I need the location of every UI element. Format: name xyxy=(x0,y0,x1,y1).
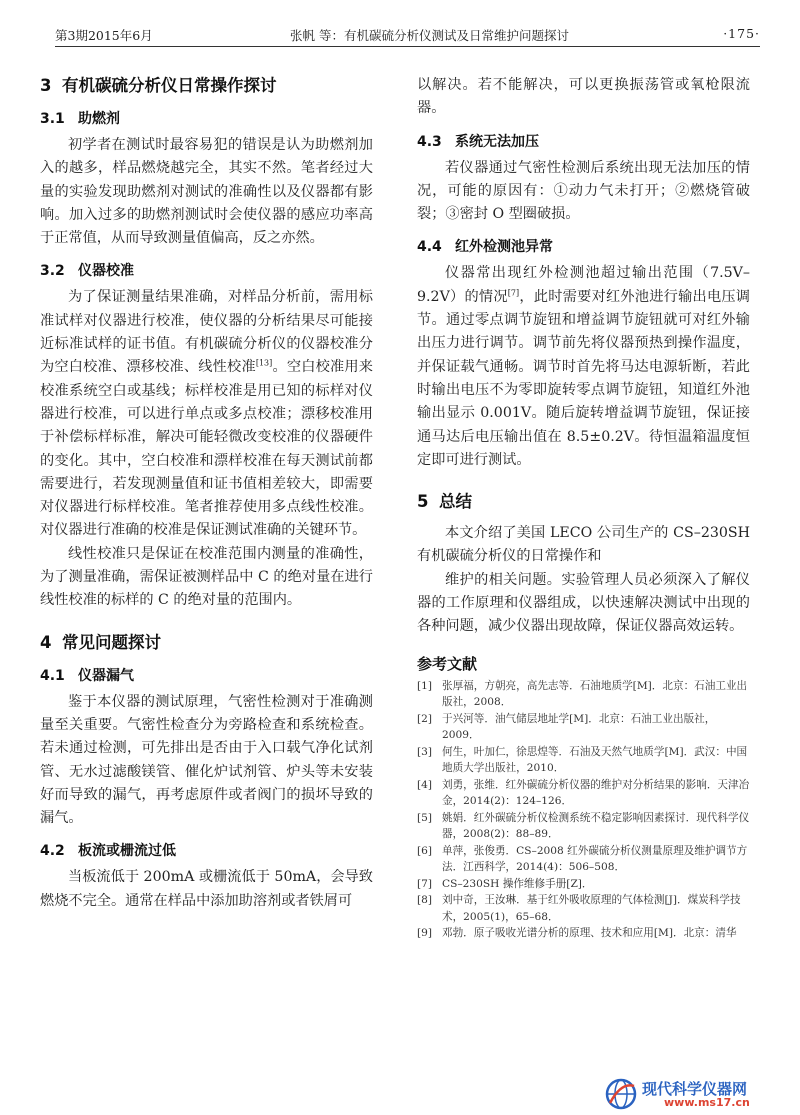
section-4-4-heading: 4.4 红外检测池异常 xyxy=(417,239,553,256)
right-column xyxy=(417,62,750,942)
section-4-1-heading: 4.1 仪器漏气 xyxy=(40,667,134,684)
reference-number: [4] xyxy=(417,778,433,791)
section-3-2-heading: 3.2 仪器校准 xyxy=(40,263,134,280)
paragraph: 本文介绍了美国 LECO 公司生产的 CS–230SH 有机碳硫分析仪的日常操作和 xyxy=(417,525,750,565)
reference-text: 刘中奇，王汝琳．基于红外吸收原理的气体检测[J]．煤炭科学技术，2005(1)，65–68． xyxy=(442,894,741,923)
page-number: ·175· xyxy=(723,26,760,41)
reference-item xyxy=(417,876,750,893)
article-running-title: 张帆 等：有机碳硫分析仪测试及日常维护问题探讨 xyxy=(290,28,569,43)
reference-number: [7] xyxy=(417,877,433,890)
section-3-1-heading: 3.1 助燃剂 xyxy=(40,111,120,127)
paragraph: 鉴于本仪器的测试原理，气密性检测对于准确测量至关重要。气密性检查分为旁路检查和系统检查。若未通过检测，可先排出是否由于入口载气净化试剂管、无水过滤酸镁管、催化炉试剂管、炉头等未安装好而导致的漏气，再考虑原件或者阀门的损坏导致的漏气。 xyxy=(40,693,373,827)
paragraph: 初学者在测试时最容易犯的错误是认为助燃剂加入的越多，样品燃烧越完全，其实不然。笔者经过大量的实验发现助燃剂对测试的准确性以及仪器都有影响。加入过多的助燃剂测试时会使仪器的感应功率高于正常值，从而导致测量值偏高，反之亦然。 xyxy=(40,137,373,247)
section-4-heading: 4 常见问题探讨 xyxy=(40,632,161,652)
site-watermark xyxy=(604,1077,794,1111)
reference-number: [3] xyxy=(417,745,433,758)
paragraph: 仪器常出现红外检测池超过输出范围（7.5V–9.2V）的情况[7]，此时需要对红外池进行输出电压调节。通过零点调节旋钮和增益调节旋钮就可对红外输出压力进行调节。调节前先将仪器预热到操作温度，并保证载气通畅。调节时首先将马达电源斩断，若此时输出电压不为零即旋转零点调节旋钮，知道红外池输出显示 0.001V。随后旋转增益调节旋钮，保证接通马达后电压输出值在 8.5±0.2V。待恒温箱温度恒定即可进行测试。 xyxy=(417,265,750,468)
section-5-heading: 5 总结 xyxy=(417,492,472,512)
reference-text: 刘勇，张维．红外碳硫分析仪器的维护对分析结果的影响．天津冶金，2014(2)：124–126． xyxy=(442,778,750,808)
reference-item xyxy=(417,777,750,810)
reference-text: 邓勃．原子吸收光谱分析的原理、技术和应用[M]．北京：清华 xyxy=(442,927,737,940)
reference-text: CS–230SH 操作维修手册[Z]． xyxy=(442,877,593,890)
running-header xyxy=(55,20,760,47)
reference-text: 单萍，张俊勇．CS–2008 红外碳硫分析仪测量原理及维护调节方法．江西科学，2014(4)：506–508． xyxy=(442,844,748,874)
reference-item xyxy=(417,925,750,942)
paragraph: 线性校准只是保证在校准范围内测量的准确性，为了测量准确，需保证被测样品中 C 的绝对量在进行线性校准的标样的 C 的绝对量的范围内。 xyxy=(40,545,373,609)
section-4-3-heading: 4.3 系统无法加压 xyxy=(417,133,539,150)
reference-text: 姚娟．红外碳硫分析仪检测系统不稳定影响因素探讨．现代科学仪器，2008(2)：88–89． xyxy=(442,811,750,841)
references-heading: 参考文献 xyxy=(417,654,478,673)
reference-number: [1] xyxy=(417,679,433,692)
reference-item xyxy=(417,744,750,777)
globe-logo-icon xyxy=(604,1077,638,1111)
section-3-heading: 3 有机碳硫分析仪日常操作探讨 xyxy=(40,76,277,95)
reference-item xyxy=(417,711,750,744)
section-4-2-heading: 4.2 板流或栅流过低 xyxy=(40,843,176,860)
reference-number: [2] xyxy=(417,712,433,725)
paragraph: 维护的相关问题。实验管理人员必须深入了解仪器的工作原理和仪器组成，以快速解决测试中出现的各种问题，减少仪器出现故障，保证仪器高效运转。 xyxy=(417,571,750,635)
reference-item xyxy=(417,678,750,711)
reference-number: [6] xyxy=(417,844,433,857)
paragraph: 当板流低于 200mA 或栅流低于 50mA，会导致燃烧不完全。通常在样品中添加助溶剂或者铁屑可 xyxy=(40,869,373,909)
reference-text: 张厚福，方朝亮，高先志等．石油地质学[M]．北京：石油工业出版社，2008． xyxy=(442,679,748,709)
reference-item xyxy=(417,892,750,925)
paragraph-continued: 以解决。若不能解决，可以更换振荡管或氧枪限流器。 xyxy=(417,77,750,117)
reference-number: [5] xyxy=(417,811,433,824)
paragraph: 若仪器通过气密性检测后系统出现无法加压的情况，可能的原因有：①动力气未打开；②燃烧管破裂；③密封 O 型圈破损。 xyxy=(417,159,750,223)
reference-number: [9] xyxy=(417,927,433,940)
paragraph: 为了保证测量结果准确，对样品分析前，需用标准试样对仪器进行校准，使仪器的分析结果尽可能接近标准试样的证书值。有机碳硫分析仪的仪器校准分为空白校准、漂移校准、线性校准[13]。空白校准用来校准系统空白或基线；标样校准是用已知的标样对仪器进行校准，可以进行单点或多点校准；漂移校准用于补偿标样标准，解决可能轻微改变校准的仪器硬件的变化。其中，空白校准和漂样校准在每天测试前都需要进行，若发现测量值和证书值相差较大，即需要对仪器进行标样校准。笔者推荐使用多点线性校准。对仪器进行准确的校准是保证测试准确的关键环节。 xyxy=(40,289,373,539)
reference-list xyxy=(417,678,750,942)
reference-item xyxy=(417,843,750,876)
reference-number: [8] xyxy=(417,894,433,907)
watermark-site-name: 现代科学仪器网 xyxy=(642,1080,748,1098)
citation: [13] xyxy=(255,358,273,368)
reference-text: 何生，叶加仁，徐思煌等．石油及天然气地质学[M]．武汉：中国地质大学出版社，2010． xyxy=(442,745,748,775)
reference-item xyxy=(417,810,750,843)
citation: [7] xyxy=(507,288,520,298)
reference-text: 于兴河等．油气储层地址学[M]．北京：石油工业出版社，2009． xyxy=(442,712,716,742)
journal-issue: 第3期2015年6月 xyxy=(55,28,153,43)
left-column xyxy=(40,62,373,913)
watermark-url: www.ms17.cn xyxy=(664,1096,750,1109)
